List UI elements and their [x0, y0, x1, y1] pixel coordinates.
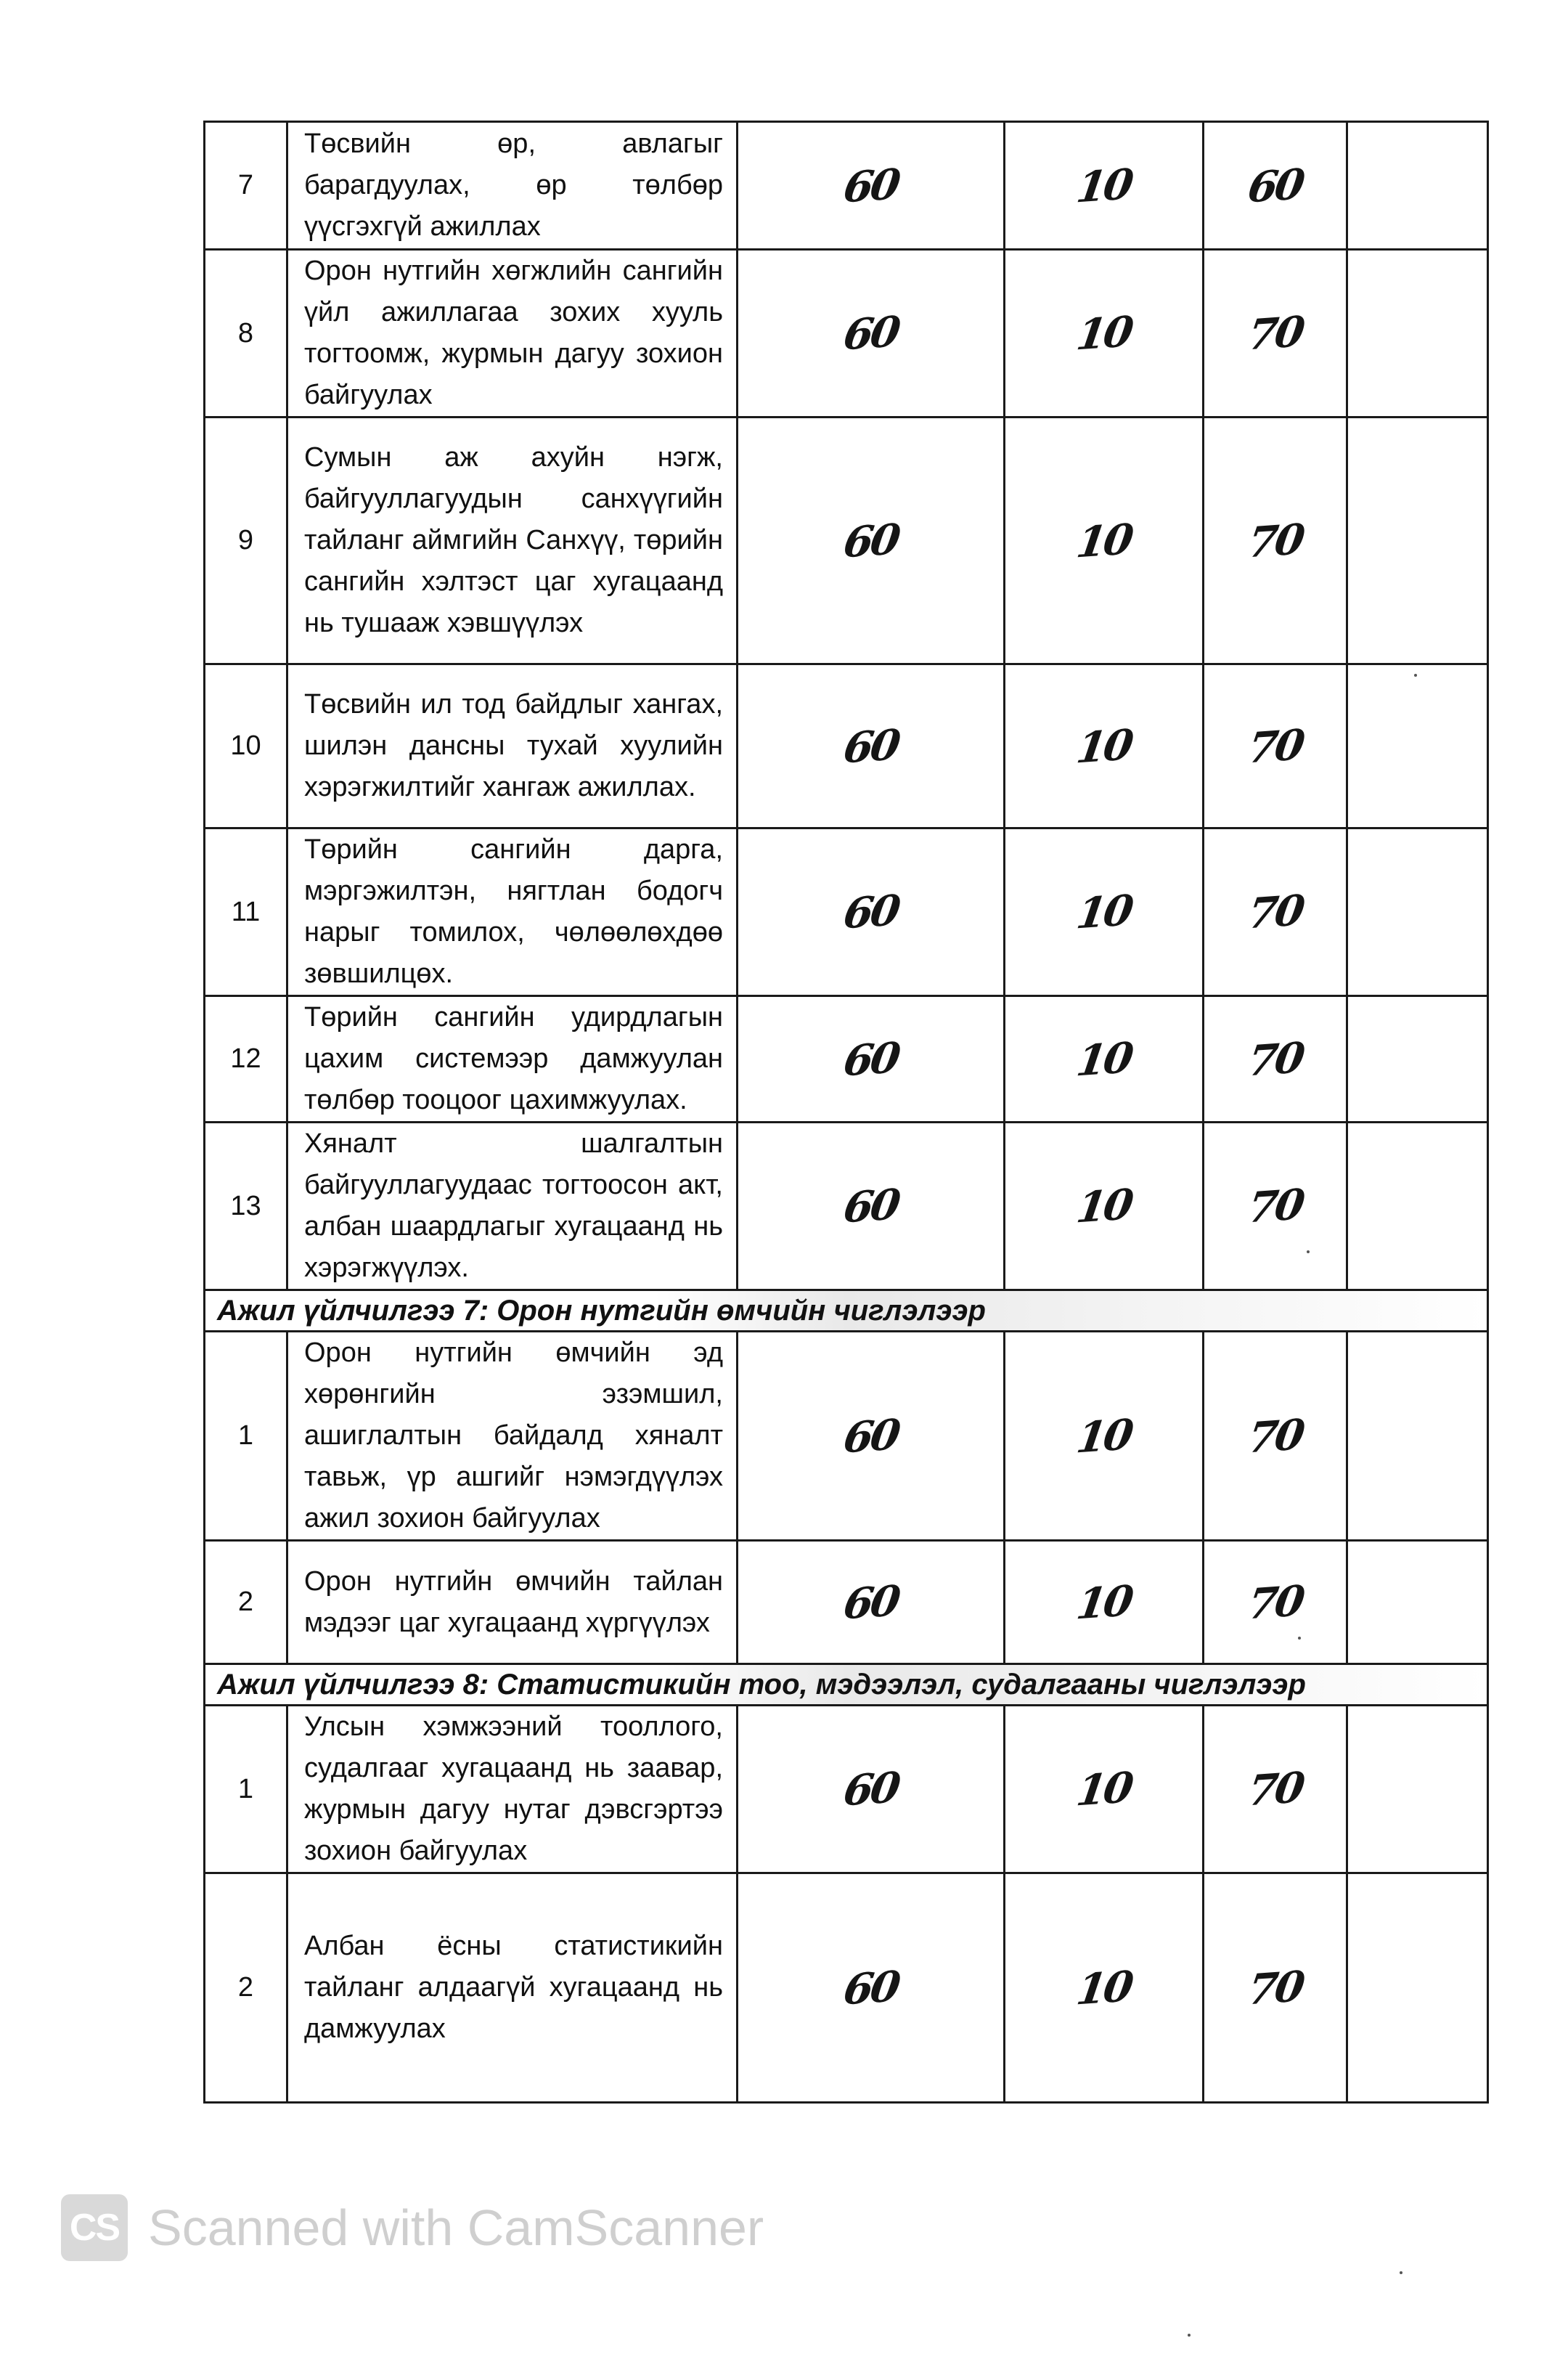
task-description-text: Орон нутгийн хөгжлийн сангийн үйл ажиллагаа зохих хууль тогтоомж, журмын дагуу зохион байгуулах: [304, 256, 723, 410]
row-number-text: 8: [237, 317, 254, 349]
task-description: [287, 1873, 738, 2103]
table-row: [205, 996, 1488, 1123]
score-b: [1005, 996, 1204, 1123]
scan-speck: [1188, 2334, 1191, 2337]
score-c: [1204, 1706, 1347, 1873]
score-b: [1005, 664, 1204, 828]
score-b: [1005, 1873, 1204, 2103]
row-number: [205, 418, 287, 664]
table-row: [205, 250, 1488, 418]
score-a: [738, 1706, 1005, 1873]
row-number-text: 10: [230, 730, 261, 761]
camscanner-watermark: [61, 2191, 764, 2264]
task-description: [287, 1123, 738, 1290]
score-a-text: 60: [840, 306, 902, 360]
score-a: [738, 1873, 1005, 2103]
scan-speck: [1400, 2271, 1402, 2274]
row-number-text: 1: [237, 1420, 254, 1451]
empty-cell: [1347, 1123, 1488, 1290]
score-c-text: 70: [1244, 885, 1306, 939]
score-b-text: 10: [1073, 159, 1135, 212]
empty-cell: [1347, 828, 1488, 996]
score-a-text: 60: [840, 1762, 902, 1816]
scan-speck: [1298, 1637, 1301, 1640]
score-b-text: 10: [1073, 1576, 1135, 1629]
score-b-text: 10: [1073, 306, 1135, 360]
score-b: [1005, 1706, 1204, 1873]
score-c: [1204, 122, 1347, 250]
score-a-text: 60: [840, 1961, 902, 2014]
table-row: [205, 122, 1488, 250]
score-c: [1204, 1873, 1347, 2103]
empty-cell: [1347, 122, 1488, 250]
table-row: [205, 1123, 1488, 1290]
row-number: [205, 1873, 287, 2103]
score-b-text: 10: [1073, 1409, 1135, 1462]
score-b: [1005, 1123, 1204, 1290]
task-description: [287, 1541, 738, 1664]
task-description-text: Хяналт шалгалтын байгууллагуудаас тогтоосон акт, албан шаардлагыг хугацаанд нь хэрэгжүүлэх.: [304, 1128, 723, 1283]
empty-cell: [1347, 418, 1488, 664]
row-number-text: 12: [230, 1043, 261, 1074]
score-b: [1005, 828, 1204, 996]
score-a-text: 60: [840, 1409, 902, 1462]
score-a-text: 60: [840, 1179, 902, 1233]
score-b-text: 10: [1073, 514, 1135, 567]
empty-cell: [1347, 1873, 1488, 2103]
score-a: [738, 1332, 1005, 1541]
table-row: [205, 418, 1488, 664]
score-a: [738, 1123, 1005, 1290]
score-c-text: 60: [1244, 159, 1306, 212]
score-c-text: 70: [1244, 514, 1306, 567]
scan-speck: [1307, 1250, 1310, 1253]
document-sheet: [203, 121, 1487, 2104]
score-a-text: 60: [840, 1033, 902, 1086]
score-c: [1204, 828, 1347, 996]
row-number: [205, 122, 287, 250]
table-body-top: [205, 122, 1488, 1290]
score-c-text: 70: [1244, 1576, 1306, 1629]
task-description: [287, 996, 738, 1123]
row-number: [205, 828, 287, 996]
score-a: [738, 122, 1005, 250]
score-b-text: 10: [1073, 1961, 1135, 2014]
task-description-text: Төсвийн өр, авлагыг барагдуулах, өр төлбөр үүсгэхгүй ажиллах: [304, 129, 723, 242]
score-c: [1204, 1332, 1347, 1541]
score-b: [1005, 122, 1204, 250]
score-a-text: 60: [840, 885, 902, 939]
empty-cell: [1347, 250, 1488, 418]
row-number-text: 13: [230, 1190, 261, 1221]
scan-speck: [1414, 674, 1417, 677]
task-description: [287, 1706, 738, 1873]
score-c: [1204, 250, 1347, 418]
score-b-text: 10: [1073, 1762, 1135, 1816]
row-number: [205, 1541, 287, 1664]
empty-cell: [1347, 996, 1488, 1123]
table-row: [205, 828, 1488, 996]
task-description-text: Төрийн сангийн удирдлагын цахим системээр дамжуулан төлбөр тооцоог цахимжуулах.: [304, 1002, 723, 1115]
task-description-text: Улсын хэмжээний тооллого, судалгааг хугацаанд нь заавар, журмын дагуу нутаг дэвсгэртээ зохион байгуулах: [304, 1711, 723, 1866]
row-number-text: 7: [237, 170, 254, 200]
section-heading: Ажил үйлчилгээ 8: Статистикийн тоо, мэдээлэл, судалгааны чиглэлээр: [205, 1664, 1488, 1706]
score-b: [1005, 1332, 1204, 1541]
empty-cell: [1347, 1332, 1488, 1541]
row-number: [205, 996, 287, 1123]
task-description: [287, 122, 738, 250]
score-a: [738, 828, 1005, 996]
empty-cell: [1347, 1706, 1488, 1873]
score-c: [1204, 664, 1347, 828]
table-body-bottom: [205, 1706, 1488, 2103]
task-description: [287, 418, 738, 664]
task-description: [287, 1332, 738, 1541]
row-number-text: 2: [237, 1587, 254, 1617]
evaluation-table: [203, 121, 1489, 2104]
score-b-text: 10: [1073, 720, 1135, 773]
score-c-text: 70: [1244, 1762, 1306, 1816]
score-a-text: 60: [840, 159, 902, 212]
score-c-text: 70: [1244, 720, 1306, 773]
score-a-text: 60: [840, 514, 902, 567]
row-number: [205, 1123, 287, 1290]
score-a-text: 60: [840, 720, 902, 773]
score-a: [738, 996, 1005, 1123]
score-c-text: 70: [1244, 1033, 1306, 1086]
score-b-text: 10: [1073, 1179, 1135, 1233]
section-heading: Ажил үйлчилгээ 7: Орон нутгийн өмчийн чиглэлээр: [205, 1290, 1488, 1332]
row-number: [205, 1706, 287, 1873]
task-description-text: Орон нутгийн өмчийн эд хөрөнгийн эзэмшил, ашиглалтын байдалд хяналт тавьж, үр ашгийг нэмэгдүүлэх ажил зохион байгуулах: [304, 1337, 723, 1534]
score-a-text: 60: [840, 1576, 902, 1629]
watermark-text: Scanned with CamScanner: [148, 2199, 764, 2256]
task-description: [287, 828, 738, 996]
score-b-text: 10: [1073, 885, 1135, 939]
score-a: [738, 664, 1005, 828]
table-body-mid: [205, 1332, 1488, 1664]
score-a: [738, 418, 1005, 664]
score-c-text: 70: [1244, 1179, 1306, 1233]
table-row: [205, 1873, 1488, 2103]
task-description-text: Орон нутгийн өмчийн тайлан мэдээг цаг хугацаанд хүргүүлэх: [304, 1565, 723, 1638]
score-c-text: 70: [1244, 1961, 1306, 2014]
score-c: [1204, 996, 1347, 1123]
row-number: [205, 1332, 287, 1541]
table-row: [205, 1706, 1488, 1873]
row-number: [205, 664, 287, 828]
table-row: [205, 1332, 1488, 1541]
camscanner-logo: CS: [61, 2194, 128, 2261]
score-c-text: 70: [1244, 1409, 1306, 1462]
score-a: [738, 1541, 1005, 1664]
score-b-text: 10: [1073, 1033, 1135, 1086]
score-c: [1204, 1541, 1347, 1664]
score-c: [1204, 1123, 1347, 1290]
score-c: [1204, 418, 1347, 664]
task-description-text: Албан ёсны статистикийн тайланг алдаагүй хугацаанд нь дамжуулах: [304, 1931, 723, 2044]
score-c-text: 70: [1244, 306, 1306, 360]
empty-cell: [1347, 1541, 1488, 1664]
row-number: [205, 250, 287, 418]
task-description: [287, 250, 738, 418]
score-b: [1005, 418, 1204, 664]
task-description-text: Сумын аж ахуйн нэгж, байгууллагуудын санхүүгийн тайланг аймгийн Санхүү, төрийн сангийн хэлтэст цаг хугацаанд нь тушааж хэвшүүлэх: [304, 442, 723, 638]
row-number-text: 1: [237, 1773, 254, 1804]
row-number-text: 2: [237, 1972, 254, 2003]
section-7: [205, 1290, 1488, 1332]
task-description-text: Төрийн сангийн дарга, мэргэжилтэн, нягтлан бодогч нарыг томилох, чөлөөлөхдөө зөвшилцөх.: [304, 834, 723, 989]
row-number-text: 11: [231, 896, 261, 927]
score-b: [1005, 250, 1204, 418]
score-b: [1005, 1541, 1204, 1664]
score-a: [738, 250, 1005, 418]
table-row: [205, 664, 1488, 828]
task-description: [287, 664, 738, 828]
section-8: [205, 1664, 1488, 1706]
row-number-text: 9: [237, 525, 254, 555]
table-row: [205, 1541, 1488, 1664]
task-description-text: Төсвийн ил тод байдлыг хангах, шилэн дансны тухай хуулийн хэрэгжилтийг хангаж ажиллах.: [304, 689, 723, 802]
empty-cell: [1347, 664, 1488, 828]
